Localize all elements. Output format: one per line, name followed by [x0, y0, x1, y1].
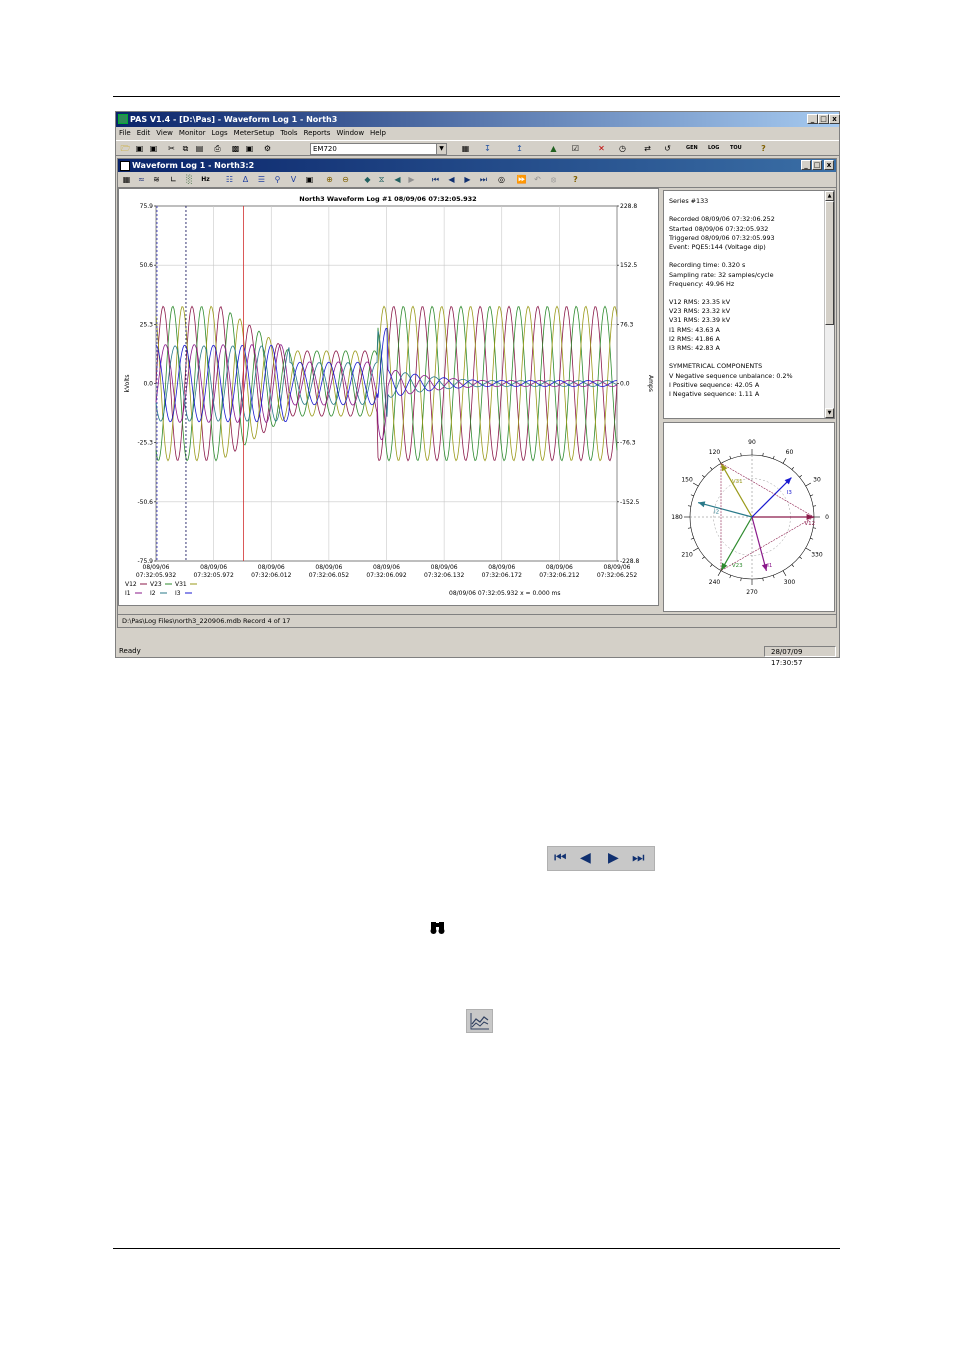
phasor-vector — [721, 463, 752, 517]
stop-icon[interactable]: ⦻ — [550, 175, 557, 184]
y-axis-label-left: kVolts — [124, 374, 131, 393]
close-button[interactable]: x — [829, 114, 840, 124]
zoom-in-icon[interactable]: ⊕ — [326, 175, 333, 184]
x-tick-date: 08/09/06 — [257, 564, 285, 571]
app-title: PAS V1.4 - [D:\Pas] - Waveform Log 1 - North3 — [130, 115, 338, 124]
phasor-angle-label: 30 — [813, 476, 821, 484]
x-tick-time: 07:32:06.132 — [423, 572, 465, 579]
menu-logs[interactable]: Logs — [211, 129, 228, 137]
phasor-angle-label: 90 — [748, 439, 756, 446]
waveform-toolbar — [118, 172, 836, 188]
waveform-channels-glyph — [467, 1010, 492, 1032]
x-tick-time: 07:32:05.932 — [135, 572, 177, 579]
save-icon[interactable]: ▣ — [135, 144, 144, 153]
y-tick-left: 50.6 — [139, 262, 153, 270]
copy-icon[interactable]: ⧉ — [182, 144, 189, 153]
chart-title: North3 Waveform Log #1 08/09/06 07:32:05.932 — [299, 195, 477, 203]
phasor-tick — [710, 564, 712, 566]
phasor-tick — [773, 456, 774, 459]
phasor-angle-label: 270 — [746, 589, 758, 596]
phasor-vector — [752, 517, 766, 571]
legend-label: I3 — [175, 590, 181, 597]
page-footer-rule — [113, 1248, 840, 1249]
child-titlebar — [118, 159, 836, 172]
y-tick-right: -228.8 — [620, 558, 640, 565]
phasor-tick — [688, 528, 691, 529]
first-record-icon[interactable]: ⏮ — [431, 175, 440, 184]
tou-icon[interactable]: TOU — [730, 145, 742, 151]
y-tick-left: -75.9 — [137, 558, 153, 565]
x-tick-date: 08/09/06 — [142, 564, 170, 571]
zoom-horizontal-in-icon[interactable]: ◀ — [394, 175, 401, 184]
status-text: Ready — [119, 647, 141, 655]
phasor-diagram-panel — [663, 422, 835, 612]
waveform-plot-panel[interactable] — [118, 188, 659, 606]
child-close-button[interactable]: x — [824, 160, 834, 170]
x-tick-date: 08/09/06 — [315, 564, 343, 571]
phasor-tick — [693, 483, 698, 486]
app-titlebar — [116, 112, 839, 127]
app-icon — [118, 114, 128, 124]
info-line: SYMMETRICAL COMPONENTS — [669, 362, 763, 371]
chevron-down-icon[interactable]: ▼ — [436, 144, 446, 154]
x-tick-date: 08/09/06 — [488, 564, 516, 571]
restore-button[interactable]: □ — [818, 114, 829, 124]
y-tick-right: -152.5 — [620, 498, 640, 506]
info-line: Recorded 08/09/06 07:32:06.252 — [669, 215, 775, 224]
save-all-icon[interactable]: ▣ — [149, 144, 158, 153]
info-line: V31 RMS: 23.39 kV — [669, 316, 731, 325]
phasor-vector-label: I3 — [786, 490, 792, 497]
x-tick-date: 08/09/06 — [200, 564, 228, 571]
phasor-tick — [783, 571, 786, 576]
info-line: Sampling rate: 32 samples/cycle — [669, 270, 774, 279]
info-line — [669, 353, 819, 362]
delta-icon[interactable]: Δ — [242, 175, 249, 184]
zoom-out-icon[interactable]: ⊖ — [342, 175, 349, 184]
menu-bar — [116, 127, 839, 140]
menu-metersetup[interactable]: MeterSetup — [233, 129, 275, 137]
x-tick-time: 07:32:06.092 — [366, 572, 407, 579]
properties-icon[interactable]: ▣ — [245, 144, 254, 153]
scroll-down-icon[interactable]: ▼ — [825, 408, 834, 418]
info-line: I2 RMS: 41.86 A — [669, 334, 720, 343]
waveform-chart[interactable] — [119, 189, 658, 605]
phasor-angle-label: 0 — [825, 514, 829, 521]
overlap-icon[interactable]: ≋ — [153, 175, 160, 184]
waveform-channels-icon — [466, 1009, 493, 1033]
menu-help[interactable]: Help — [370, 129, 387, 137]
record-path-text: D:\Pas\Log Files\north3_220906.mdb Record 4 of 17 — [122, 617, 291, 625]
info-line — [669, 289, 819, 298]
x-tick-time: 07:32:06.172 — [481, 572, 522, 579]
phasor-tick — [718, 458, 721, 463]
x-tick-time: 07:32:06.052 — [308, 572, 350, 579]
phasor-tick — [813, 506, 816, 507]
scroll-thumb[interactable] — [825, 201, 834, 325]
child-title: Waveform Log 1 - North3:2 — [132, 161, 255, 170]
phasor-arrowhead — [721, 463, 727, 471]
phasor-tick — [763, 578, 764, 581]
x-tick-time: 07:32:06.252 — [596, 572, 638, 579]
phasor-tick — [741, 578, 742, 581]
info-line — [669, 252, 819, 261]
legend-label: I2 — [150, 590, 156, 597]
phasor-vector-label: V23 — [731, 562, 743, 569]
x-tick-time: 07:32:06.212 — [539, 572, 580, 579]
y-tick-right: -76.3 — [620, 439, 636, 447]
y-tick-left: 75.9 — [139, 203, 153, 210]
log-icon[interactable]: LOG — [708, 145, 720, 151]
first-record-icon[interactable]: ⏮ — [554, 850, 567, 866]
binoculars-glyph — [428, 918, 448, 936]
find-binoculars-icon[interactable]: ◎ — [498, 175, 505, 184]
x-tick-date: 08/09/06 — [373, 564, 400, 571]
pin-icon[interactable]: ⚲ — [274, 175, 281, 184]
info-line: I1 RMS: 43.63 A — [669, 325, 720, 334]
y-tick-right: 0.0 — [620, 380, 630, 388]
phasor-vector — [698, 503, 752, 517]
y-tick-right: 228.8 — [620, 203, 638, 210]
info-line: I3 RMS: 42.83 A — [669, 344, 720, 352]
last-record-icon[interactable]: ⏭ — [479, 175, 488, 184]
phasor-angle-label: 240 — [708, 578, 721, 586]
spectrum-icon[interactable]: ░ — [186, 175, 193, 184]
previous-record-icon[interactable]: ◀ — [448, 175, 455, 184]
next-record-icon[interactable]: ▶ — [464, 175, 471, 184]
clock-icon[interactable]: ◷ — [619, 144, 626, 153]
y-tick-right: 152.5 — [620, 262, 638, 270]
y-tick-left: 0.0 — [143, 380, 153, 388]
phasor-tick — [813, 528, 816, 529]
legend-label: V23 — [150, 581, 162, 588]
waveform-child-window — [117, 158, 837, 628]
marker-icon[interactable]: ☷ — [225, 175, 234, 184]
phasor-vector-label: I1 — [767, 563, 773, 570]
find-binoculars-icon — [428, 918, 448, 936]
waveform-channels-icon[interactable]: ≈ — [138, 175, 145, 184]
help-icon[interactable]: ? — [573, 175, 578, 184]
chart-icon[interactable]: ▲ — [550, 144, 557, 153]
record-path-bar — [118, 614, 836, 626]
x-tick-time: 07:32:06.012 — [251, 572, 292, 579]
menu-window[interactable]: Window — [336, 129, 365, 137]
child-minimize-button[interactable]: _ — [801, 160, 811, 170]
phasor-tick — [702, 557, 704, 559]
phasor-tick — [693, 548, 698, 551]
main-toolbar — [116, 140, 839, 156]
phasor-vector-label: V12 — [804, 521, 816, 527]
phasor-diagram — [664, 423, 834, 611]
minimize-button[interactable]: _ — [807, 114, 818, 124]
menu-monitor[interactable]: Monitor — [178, 129, 206, 137]
connect-icon[interactable]: ⚙ — [263, 144, 272, 153]
upload-icon[interactable]: ↥ — [516, 144, 523, 153]
phasor-vector-label: V31 — [731, 479, 743, 486]
y-tick-left: -25.3 — [137, 439, 153, 447]
phasor-tick — [773, 575, 774, 578]
phasor-tick — [710, 467, 712, 469]
phasor-tick — [702, 475, 704, 477]
phasor-tick — [691, 538, 694, 539]
y-tick-left: 25.3 — [139, 321, 153, 329]
frequency-button[interactable]: Hz — [201, 176, 210, 183]
delete-icon[interactable]: ✕ — [598, 144, 605, 153]
device-select[interactable] — [310, 143, 447, 155]
status-datetime: 28/07/09 17:30:57 — [764, 646, 836, 657]
page-header-rule — [113, 96, 840, 97]
data-table-icon[interactable]: ▦ — [122, 175, 131, 184]
phasor-tick — [799, 475, 801, 477]
child-maximize-button[interactable]: □ — [813, 161, 821, 169]
cut-icon[interactable]: ✂ — [168, 144, 175, 153]
info-line: V12 RMS: 23.35 kV — [669, 298, 731, 307]
phasor-tick — [741, 453, 742, 456]
pas-app-window — [115, 111, 840, 667]
scroll-up-icon[interactable]: ▲ — [825, 191, 834, 201]
phasor-angle-label: 180 — [671, 514, 683, 521]
info-line: Started 08/09/06 07:32:05.932 — [669, 224, 769, 233]
voltage-ll-icon[interactable]: V — [290, 175, 297, 184]
info-line: V23 RMS: 23.32 kV — [669, 307, 731, 316]
record-navigation-buttons — [547, 846, 655, 871]
phasor-tick — [806, 548, 811, 551]
previous-record-icon[interactable]: ◀ — [580, 850, 591, 866]
info-line: Event: PQE5:144 (Voltage dip) — [669, 242, 766, 251]
phasor-tick — [799, 557, 801, 559]
help-icon[interactable]: ? — [761, 144, 766, 153]
phasor-tick — [763, 453, 764, 456]
phasor-angle-label: 210 — [681, 551, 693, 559]
cursor-readout: 08/09/06 07:32:05.932 x = 0.000 ms — [449, 590, 561, 597]
window-icon — [120, 161, 130, 171]
info-scrollbar[interactable] — [824, 191, 834, 418]
legend-label: I1 — [125, 590, 131, 597]
legend-label: V31 — [175, 581, 187, 588]
options-icon[interactable]: ▣ — [305, 175, 314, 184]
phasor-tick — [691, 495, 694, 496]
device-icon[interactable]: ▩ — [231, 144, 240, 153]
legend-label: V12 — [125, 581, 137, 588]
record-info-text — [669, 197, 819, 399]
x-tick-date: 08/09/06 — [545, 564, 573, 571]
zoom-horizontal-out-icon[interactable]: ▶ — [408, 175, 415, 184]
phasor-tick — [810, 495, 813, 496]
phasor-vector — [752, 478, 791, 517]
phasor-angle-label: 300 — [783, 578, 796, 586]
gen-icon[interactable]: GEN — [686, 145, 698, 151]
y-axis-label-right: Amps — [647, 375, 654, 392]
undo-icon[interactable]: ↶ — [534, 175, 541, 184]
phasor-arrowhead — [721, 563, 727, 571]
open-folder-icon[interactable]: 🗁 — [120, 144, 131, 153]
status-bar — [116, 645, 839, 667]
download-icon[interactable]: ↧ — [484, 144, 491, 153]
phasor-angle-label: 120 — [708, 449, 721, 457]
menu-tools[interactable]: Tools — [280, 129, 298, 137]
y-tick-left: -50.6 — [137, 498, 153, 506]
next-record-icon[interactable]: ▶ — [608, 850, 619, 866]
x-tick-date: 08/09/06 — [430, 564, 458, 571]
info-line: I Positive sequence: 42.05 A — [669, 380, 760, 389]
last-record-icon[interactable]: ⏭ — [632, 850, 645, 866]
paste-icon[interactable]: ▤ — [195, 144, 204, 153]
record-info-panel — [663, 190, 835, 419]
rms-chart-icon[interactable]: ∟ — [170, 175, 177, 184]
playback-icon[interactable]: ⏩ — [516, 175, 527, 184]
info-line: I Negative sequence: 1.11 A — [669, 389, 760, 398]
list-icon[interactable]: ☰ — [257, 175, 266, 184]
zoom-vertical-in-icon[interactable]: ◆ — [364, 175, 371, 184]
phasor-angle-label: 150 — [681, 476, 693, 484]
zoom-vertical-out-icon[interactable]: ⧖ — [378, 175, 385, 184]
phasor-angle-label: 60 — [785, 449, 794, 457]
x-tick-date: 08/09/06 — [603, 564, 631, 571]
x-tick-time: 07:32:05.972 — [193, 572, 234, 579]
phasor-tick — [806, 483, 811, 486]
menu-edit[interactable]: Edit — [136, 129, 151, 137]
info-line: Recording time: 0.320 s — [669, 261, 746, 270]
menu-reports[interactable]: Reports — [303, 129, 331, 137]
info-line — [669, 206, 819, 215]
phasor-tick — [730, 575, 731, 578]
chart-check-icon[interactable]: ☑ — [571, 144, 580, 153]
phasor-tick — [783, 458, 786, 463]
print-icon[interactable]: ⎙ — [214, 144, 221, 153]
phasor-vector-label: I2 — [713, 509, 720, 516]
y-tick-right: 76.3 — [620, 321, 634, 329]
menu-file[interactable]: File — [119, 129, 131, 137]
menu-view[interactable]: View — [156, 129, 173, 137]
phasor-tick — [792, 564, 794, 566]
phasor-tick — [792, 467, 794, 469]
info-line: Series #133 — [669, 197, 709, 205]
info-line: Triggered 08/09/06 07:32:05.993 — [669, 233, 775, 242]
phasor-tick — [688, 506, 691, 507]
phasor-tick — [718, 571, 721, 576]
data-table-icon[interactable]: ▦ — [461, 144, 470, 153]
device-select-value: EM720 — [313, 145, 337, 153]
phasor-angle-label: 330 — [811, 551, 823, 559]
phasor-tick — [730, 456, 731, 459]
info-line: Frequency: 49.96 Hz — [669, 279, 735, 288]
phasor-tick — [810, 538, 813, 539]
reset-icon[interactable]: ↺ — [664, 144, 671, 153]
transfer-icon[interactable]: ⇄ — [644, 144, 651, 153]
info-line: V Negative sequence unbalance: 0.2% — [669, 371, 793, 380]
